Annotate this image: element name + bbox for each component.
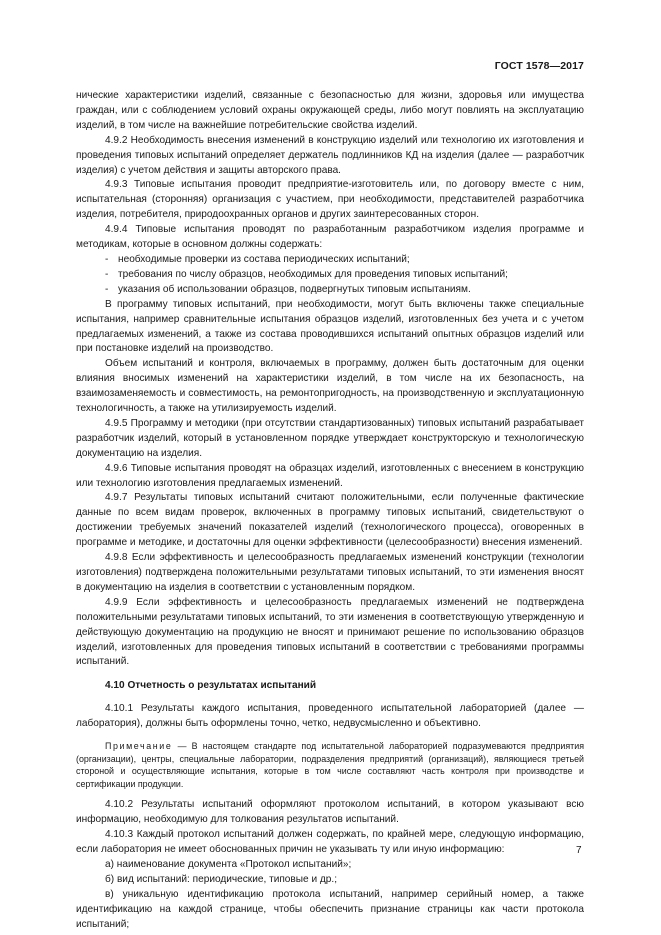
dash-marker: - <box>105 268 109 280</box>
note-text: — В настоящем стандарте под испытательной лабораторией подразумеваются предприятия (организации), центры, специальные лаборатории, подразделения предприятий (организаций), являющиеся третьей стороной и осуществляющие испытания, которые в том числе составляют часть контроля при производстве и сертификации продукции. <box>76 741 584 789</box>
list-item-c: в) уникальную идентификацию протокола испытаний, например серийный номер, а также идентификацию на каждой странице, чтобы обеспечить признание страницы как части протокола испытаний; <box>76 888 584 930</box>
list-item-a: а) наименование документа «Протокол испытаний»; <box>105 859 352 871</box>
paragraph-volume: Объем испытаний и контроля, включаемых в программу, должен быть достаточным для оценки влияния вносимых изменений на характеристики изделий, в том числе на их безопасность, на взаимозаменяемость и совместимость, на ремонтопригодность, на производственную и эксплуатационную технологичность, а также на утилизируемость изделий. <box>76 358 584 415</box>
paragraph-4-9-3: 4.9.3 Типовые испытания проводит предприятие-изготовитель или, по договору вместе с ним, испытательная (сторонняя) организация с участием, при необходимости, представителей разработчика изделия, потребителя, природоохранных органов и других заинтересованных сторон. <box>76 179 584 221</box>
list-item-b: б) вид испытаний: периодические, типовые и др.; <box>105 873 338 885</box>
page-header-doc-id: ГОСТ 1578—2017 <box>494 60 584 72</box>
paragraph-continuation: нические характеристики изделий, связанные с безопасностью для жизни, здоровья или имущества граждан, или с соблюдением условий охраны окружающей среды, либо могут повлиять на эксплуатацию изделий, в том числе на важнейшие потребительские свойства изделий. <box>76 90 584 131</box>
section-heading-4-10: 4.10 Отчетность о результатах испытаний <box>105 680 317 692</box>
dash-marker: - <box>105 253 109 265</box>
paragraph-4-10-3: 4.10.3 Каждый протокол испытаний должен содержать, по крайней мере, следующую информацию, если лаборатория не имеет обоснованных причин не указывать ту или иную информацию: <box>76 829 584 856</box>
note <box>76 740 584 790</box>
list-item: - необходимые проверки из состава периодических испытаний; <box>76 253 584 268</box>
paragraph-4-9-8: 4.9.8 Если эффективность и целесообразность предлагаемых изменений конструкции (технологии изготовления) подтверждена положительными результатами типовых испытаний, то эти изменения вносят в документацию на изделия в соответствии с установленным порядком. <box>76 552 584 593</box>
paragraph-4-9-6: 4.9.6 Типовые испытания проводят на образцах изделий, изготовленных с внесением в конструкцию или технологию изготовления предлагаемых изменений. <box>76 462 584 489</box>
list-item: - требования по числу образцов, необходимых для проведения типовых испытаний; <box>76 268 584 283</box>
paragraph-4-9-5: 4.9.5 Программу и методики (при отсутствии стандартизованных) типовых испытаний разрабатывает разработчик изделий, который в установленном порядке утверждает конструкторскую и технологическую документацию на изделия. <box>76 417 584 459</box>
paragraph-4-10-1: 4.10.1 Результаты каждого испытания, проведенного испытательной лабораторией (далее — лаборатория), должны быть оформлены точно, четко, недвусмысленно и объективно. <box>76 703 584 730</box>
note-label: Примечание <box>105 741 173 752</box>
document-body <box>76 89 584 933</box>
paragraph-program: В программу типовых испытаний, при необходимости, могут быть включены также специальные испытания, например сравнительные испытания образцов изделий, изготовленных без учета и с учетом предлагаемых изменений, а также из состава проводившихся испытаний опытных образцов изделий или при постановке изделий на производство. <box>76 298 584 355</box>
list-item: - указания об использовании образцов, подвергнутых типовым испытаниям. <box>76 283 584 298</box>
paragraph-4-9-7: 4.9.7 Результаты типовых испытаний считают положительными, если полученные фактические данные по всем видам проверок, включенных в программу типовых испытаний, свидетельствуют о достижении требуемых значений показателей изделий (технологического процесса), оговоренных в программе и методике, и достаточны для оценки эффективности (целесообразности) внесения изменений. <box>76 492 584 549</box>
dash-marker: - <box>105 283 109 295</box>
paragraph-4-9-2: 4.9.2 Необходимость внесения изменений в конструкцию изделий или технологию их изготовления и проведения типовых испытаний определяет держатель подлинников КД на изделия (далее — разработчик изделия) с учетом действия и защиты авторского права. <box>76 134 584 176</box>
paragraph-4-9-9: 4.9.9 Если эффективность и целесообразность предлагаемых изменений не подтверждена положительными результатами типовых испытаний, то эти изменения в соответствующую утвержденную и действующую документацию на продукцию не вносят и принимают решение по использованию образцов изделий, изготовленных для проведения типовых испытаний в соответствии с требованиями программы испытаний. <box>76 596 584 668</box>
paragraph-4-9-4: 4.9.4 Типовые испытания проводят по разработанным разработчиком изделия программе и методикам, которые в основном должны содержать: <box>76 224 584 251</box>
paragraph-4-10-2: 4.10.2 Результаты испытаний оформляют протоколом испытаний, в котором указывают всю информацию, необходимую для толкования результатов испытаний. <box>76 799 584 826</box>
page-number: 7 <box>576 845 582 856</box>
